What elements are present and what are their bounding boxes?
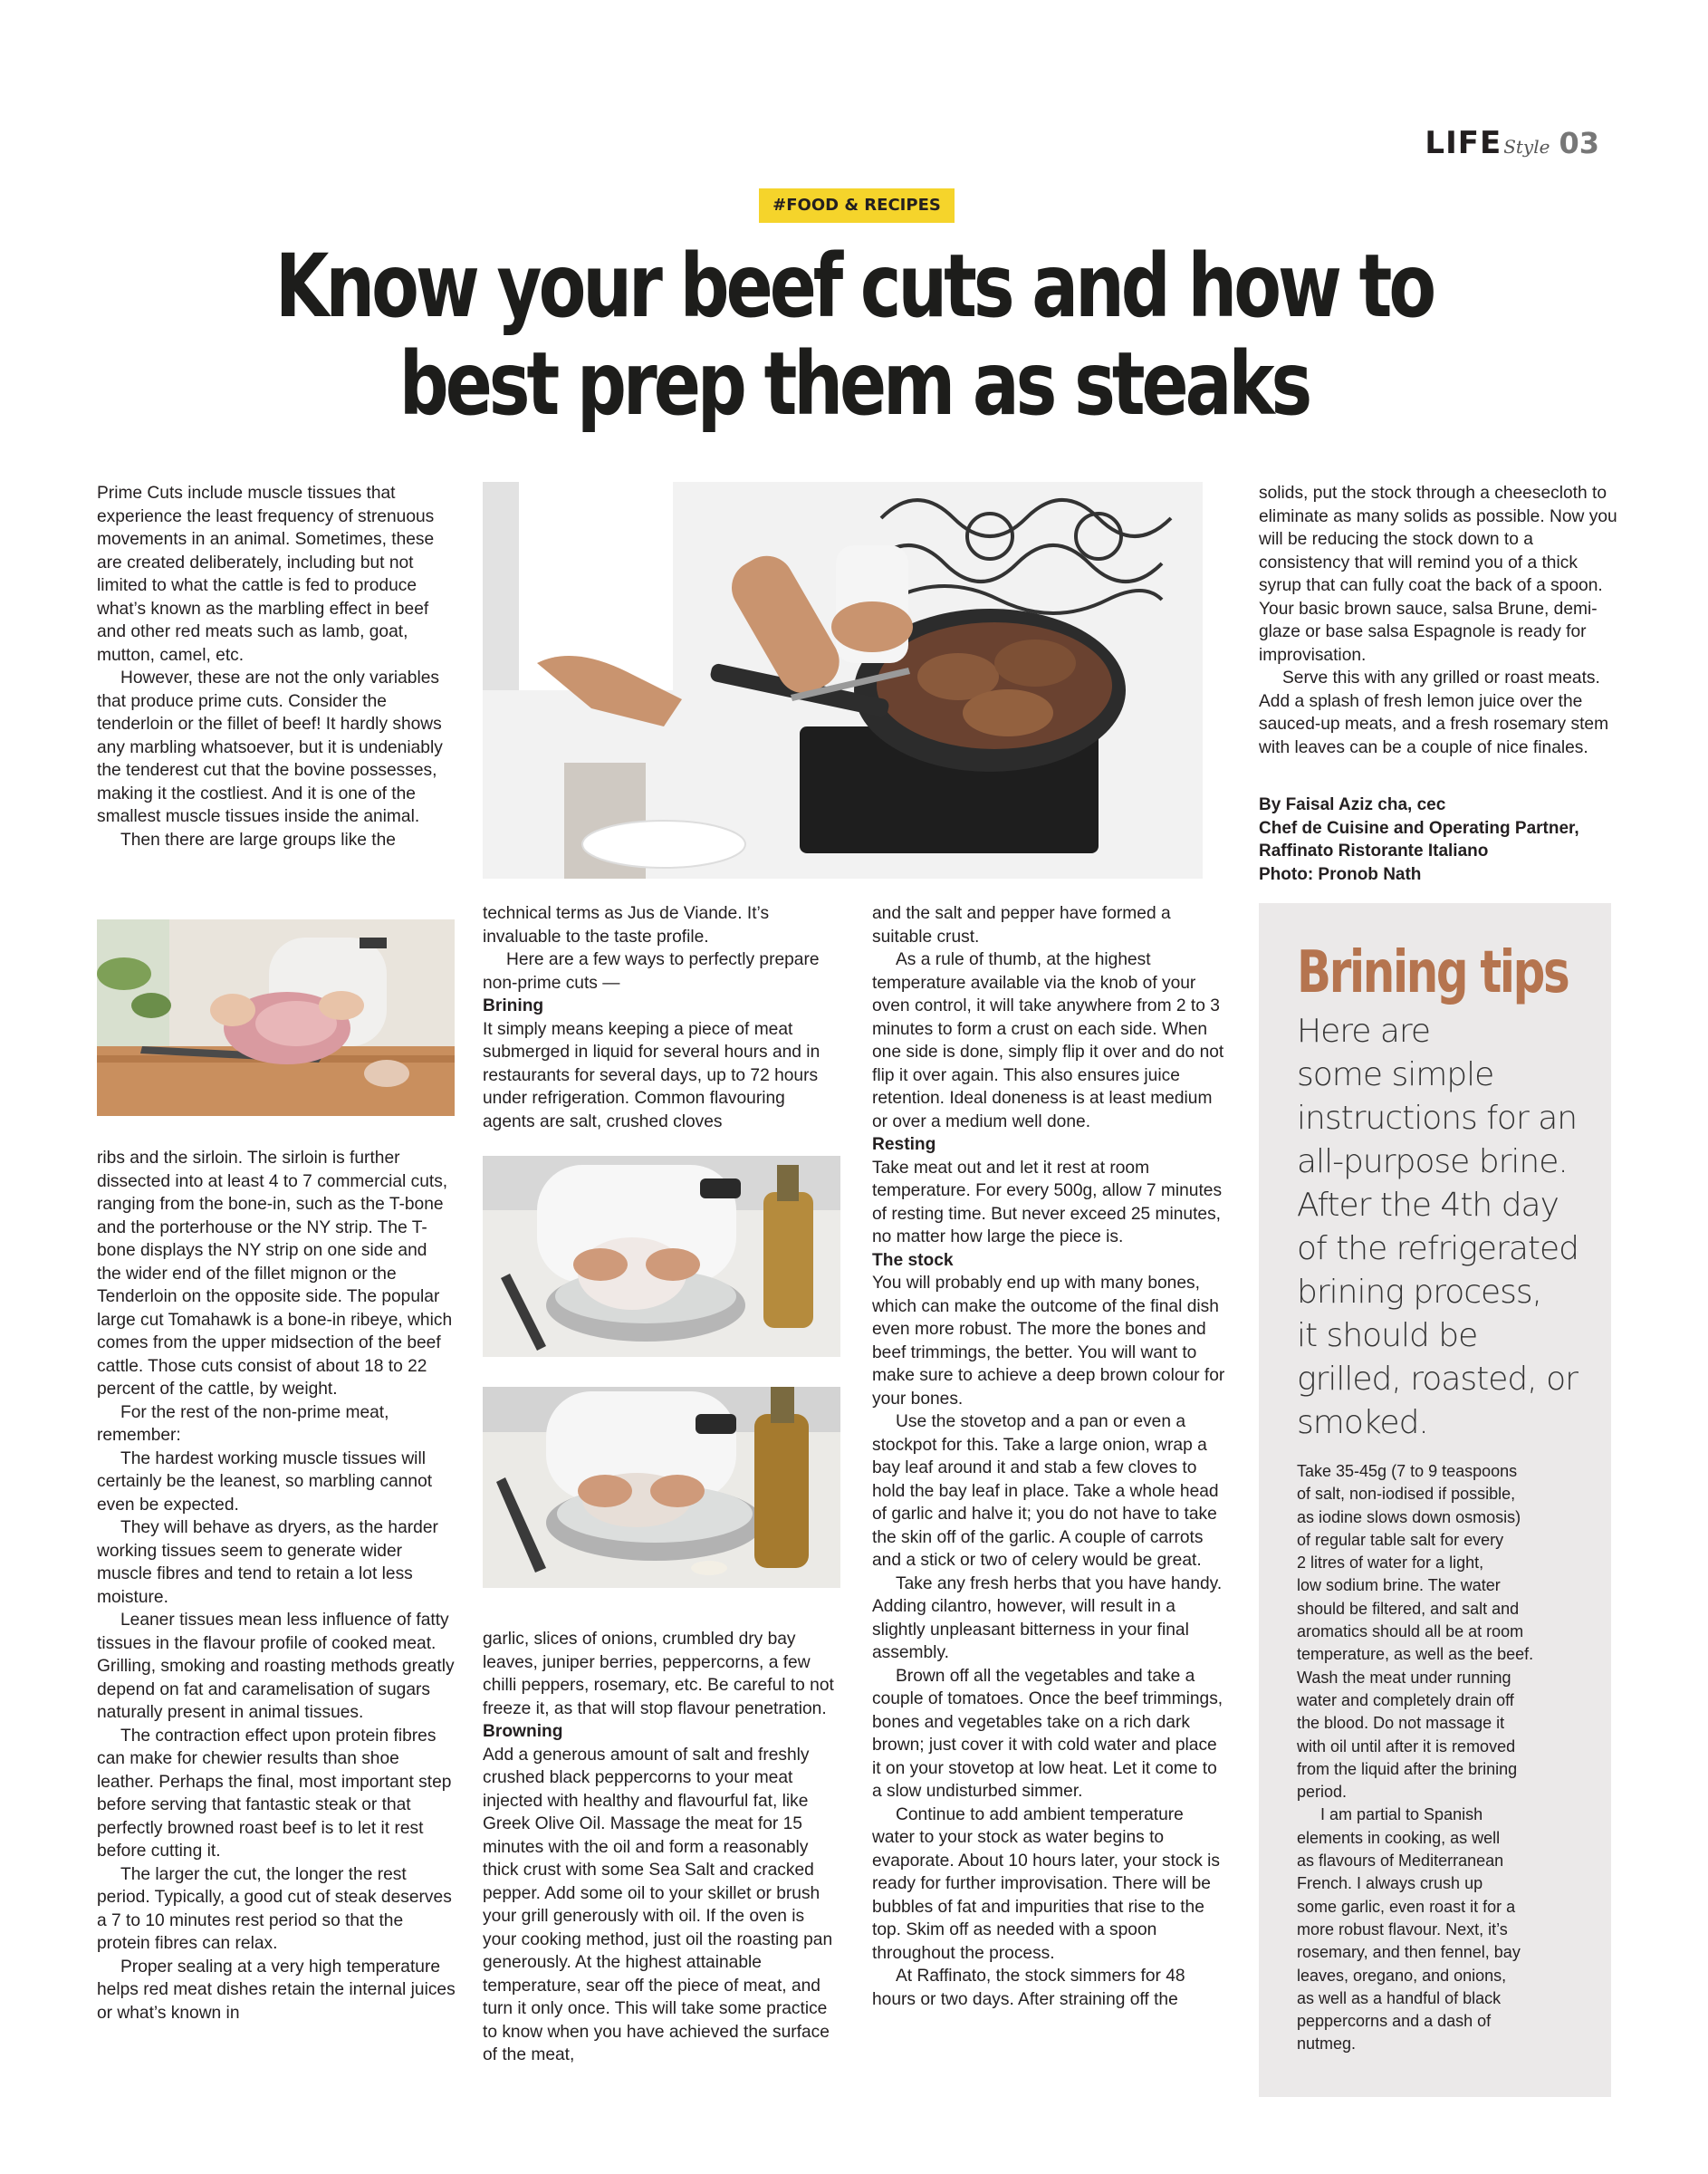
byline-title: Chef de Cuisine and Operating Partner, [1259, 818, 1579, 838]
subheading: Brining [483, 996, 544, 1015]
byline [1259, 794, 1621, 886]
sidebar-body-line: French. I always crush up [1297, 1874, 1483, 1893]
column-2-bottom [483, 1628, 840, 2067]
sidebar-body-line: rosemary, and then fennel, bay [1297, 1943, 1521, 1962]
sidebar-body-line: water and completely drain off [1297, 1690, 1514, 1709]
sidebar-lead-line: brining process, [1297, 1274, 1542, 1311]
sidebar-body-line: more robust flavour. Next, it’s [1297, 1919, 1508, 1938]
sidebar-lead-line: Here are [1297, 1013, 1431, 1050]
paragraph: Use the stovetop and a pan or even a stockpot for this. Take a large onion, wrap a bay leaf around it and stab a few cloves to hold the bay leaf in place. Take a whole head of garlic and halve it; you do not have to take the skin off of the garlic. A couple of carrots and a stick or two of celery would be great. [872, 1412, 1219, 1570]
sidebar-body-line: as well as a handful of black [1297, 1988, 1502, 2007]
sidebar-lead-line: it should be [1297, 1317, 1478, 1354]
sidebar-body-line: temperature, as well as the beef. [1297, 1645, 1534, 1664]
sidebar-lead-line: some simple [1297, 1056, 1494, 1093]
paragraph: technical terms as Jus de Viande. It’s invaluable to the taste profile. [483, 904, 770, 947]
headline-line-2: best prep them as steaks [398, 333, 1310, 435]
byline-photo-credit: Photo: Pronob Nath [1259, 864, 1422, 884]
subheading: Browning [483, 1722, 563, 1741]
sidebar-body-line: should be filtered, and salt and [1297, 1599, 1520, 1618]
sidebar-body-line: from the liquid after the brining [1297, 1759, 1518, 1778]
sidebar-body-line: elements in cooking, as well [1297, 1828, 1501, 1847]
sidebar-paragraph-2 [1297, 1804, 1596, 2055]
sidebar-body-line: period. [1297, 1783, 1348, 1802]
sidebar-brining-tips [1259, 903, 1611, 2097]
paragraph: Leaner tissues mean less influence of fatty tissues in the flavour profile of cooked meat. Grilling, smoking and roasting methods greatly depend on fat and caramelisation of sugars naturally present in animal tissues. [97, 1611, 455, 1722]
column-1-bottom [97, 1147, 456, 2025]
sidebar-body [1297, 1460, 1596, 2056]
subheading: Resting [872, 1135, 936, 1154]
sidebar-paragraph-1 [1297, 1460, 1596, 1804]
paragraph: They will behave as dryers, as the harder working tissues seem to generate wider muscle fibres and tend to retain a lot less moisture. [97, 1518, 438, 1607]
sidebar-body-line: as iodine slows down osmosis) [1297, 1507, 1521, 1526]
paragraph: Serve this with any grilled or roast meats. Add a splash of fresh lemon juice over the sauced-up meats, and a fresh rosemary stem with leaves can be a couple of nice finales. [1259, 669, 1609, 757]
sidebar-body-line: Take 35-45g (7 to 9 teaspoons [1297, 1462, 1518, 1480]
paragraph: ribs and the sirloin. The sirloin is further dissected into at least 4 to 7 commercial cuts, ranging from the bone-in, such as the T-bone and the porterhouse or the NY strip. The T-bone displays the NY strip on one side and the wider end of the fillet mignon or the Tenderloin on the opposite side. The popular large cut Tomahawk is a bone-in ribeye, which comes from the upper midsection of the beef cattle. Those cuts consist of about 18 to 22 percent of the cattle, by weight. [97, 1149, 453, 1399]
photo-meat-on-board [97, 919, 455, 1116]
sidebar-body-line: some garlic, even roast it for a [1297, 1897, 1516, 1916]
sidebar-body-line: with oil until after it is removed [1297, 1736, 1516, 1756]
paragraph: Then there are large groups like the [120, 830, 396, 850]
sidebar-body-line: leaves, oregano, and onions, [1297, 1966, 1507, 1985]
column-1-top [97, 482, 456, 851]
column-4 [1259, 482, 1619, 759]
sidebar-body-line: as flavours of Mediterranean [1297, 1852, 1504, 1871]
sidebar-lead-line: all-purpose brine. [1297, 1143, 1568, 1180]
paragraph: For the rest of the non-prime meat, remember: [97, 1402, 389, 1445]
paragraph: Prime Cuts include muscle tissues that experience the least frequency of strenuous movements in an animal. Sometimes, these are created deliberately, including but not limited to what the cattle is fed to produce what’s known as the marbling effect in beef and other red meats such as lamb, goat, mutton, camel, etc. [97, 484, 435, 665]
photo-chef-searing-steaks [483, 482, 1203, 879]
paragraph: and the salt and pepper have formed a suitable crust. [872, 904, 1171, 947]
subheading: The stock [872, 1250, 954, 1270]
masthead-style: Style [1503, 136, 1550, 158]
sidebar-body-line: 2 litres of water for a light, [1297, 1554, 1484, 1573]
masthead [1425, 125, 1599, 161]
paragraph: Brown off all the vegetables and take a couple of tomatoes. Once the beef trimmings, bones and vegetables take on a rich dark brown; just cover it with cold water and place it on your stovetop at low heat. Let it come to a slow undisturbed simmer. [872, 1666, 1223, 1801]
sidebar-body-line: I am partial to Spanish [1320, 1805, 1483, 1824]
photo-brining-meat-2 [483, 1387, 840, 1588]
paragraph: The contraction effect upon protein fibres can make for chewier results than shoe leather. Perhaps the final, most important step before serving that fantastic steak or that perfectly browned roast beef is to let it rest before cutting it. [97, 1726, 452, 1861]
sidebar-body-line: nutmeg. [1297, 2035, 1357, 2054]
sidebar-lead-line: After the 4th day [1297, 1187, 1559, 1224]
byline-restaurant: Raffinato Ristorante Italiano [1259, 842, 1489, 861]
paragraph: It simply means keeping a piece of meat submerged in liquid for several hours and in restaurants for several days, up to 72 hours under refrigeration. Common flavouring agents are salt, crushed cloves [483, 1019, 820, 1131]
sidebar-body-line: aromatics should all be at room [1297, 1622, 1524, 1641]
sidebar-lead-line: instructions for an [1297, 1100, 1578, 1137]
sidebar-body-line: the blood. Do not massage it [1297, 1714, 1505, 1733]
sidebar-lead-line: of the refrigerated [1297, 1230, 1579, 1267]
photo-brining-meat-1 [483, 1156, 840, 1357]
sidebar-lead-line: grilled, roasted, or [1297, 1361, 1578, 1398]
column-3 [872, 902, 1230, 2011]
sidebar-body-line: of salt, non-iodised if possible, [1297, 1485, 1516, 1504]
paragraph: Take any fresh herbs that you have handy. Adding cilantro, however, will result in a slightly unpleasant bitterness in your final assembly. [872, 1573, 1223, 1662]
paragraph: As a rule of thumb, at the highest temperature available via the knob of your oven control, it will take anywhere from 2 to 3 minutes to form a crust on each side. When one side is done, simply flip it over and do not flip it over again. This also ensures juice retention. Ideal doneness is at least medium or over a medium well done. [872, 950, 1224, 1131]
paragraph: Continue to add ambient temperature water to your stock as water begins to evaporate. About 10 hours later, your stock is ready for further improvisation. There will be bubbles of fat and impurities that rise to the top. Skim off as needed with a spoon throughout the process. [872, 1804, 1220, 1963]
page-number: 03 [1559, 126, 1599, 160]
sidebar-body-line: peppercorns and a dash of [1297, 2012, 1492, 2031]
sidebar-body-line: of regular table salt for every [1297, 1530, 1504, 1549]
sidebar-body-line: Wash the meat under running [1297, 1668, 1511, 1687]
paragraph: Proper sealing at a very high temperature helps red meat dishes retain the internal juices or what’s known in [97, 1957, 456, 2023]
headline-line-1: Know your beef cuts and how to [274, 236, 1434, 337]
paragraph: Take meat out and let it rest at room temperature. For every 500g, allow 7 minutes of resting time. But never exceed 25 minutes, no matter how large the piece is. [872, 1158, 1223, 1246]
paragraph: At Raffinato, the stock simmers for 48 hours or two days. After straining off the [872, 1967, 1185, 2009]
sidebar-lead-line: smoked. [1297, 1404, 1428, 1441]
sidebar-body-line: low sodium brine. The water [1297, 1576, 1501, 1595]
paragraph: You will probably end up with many bones, which can make the outcome of the final dish even more robust. The more the bones and beef trimmings, the better. You will want to make sure to achieve a deep brown colour for your bones. [872, 1274, 1225, 1409]
paragraph: However, these are not the only variables that produce prime cuts. Consider the tenderloin or the fillet of beef! It hardly shows any marbling whatsoever, but it is undeniably the tenderest cut that the bovine possesses, making it the costliest. And it is one of the smallest muscle tissues inside the animal. [97, 669, 443, 826]
paragraph: solids, put the stock through a cheesecloth to eliminate as many solids as possible. Now you will be reducing the stock down to a consistency that will remind you of a thick syrup that can fully coat the back of a spoon. Your basic brown sauce, salsa Brune, demi-glaze or base salsa Espagnole is ready for improvisation. [1259, 484, 1617, 665]
column-2-top [483, 902, 840, 1133]
section-tag: #FOOD & RECIPES [759, 188, 955, 223]
sidebar-lead [1297, 1010, 1605, 1445]
paragraph: garlic, slices of onions, crumbled dry bay leaves, juniper berries, peppercorns, a few chilli peppers, rosemary, etc. Be careful to not freeze it, as that will stop flavour penetration. [483, 1630, 834, 1718]
sidebar-title: Brining tips [1297, 939, 1569, 1006]
headline [171, 237, 1538, 433]
byline-author: By Faisal Aziz cha, cec [1259, 795, 1446, 814]
paragraph: Add a generous amount of salt and freshly crushed black peppercorns to your meat injected with healthy and flavourful fat, like Greek Olive Oil. Massage the meat for 15 minutes with the oil and form a reasonably thick crust with some Sea Salt and cracked pepper. Add some oil to your skillet or brush your grill generously with oil. If the oven is your cooking method, just oil the roasting pan generously. At the highest attainable temperature, sear off the piece of meat, and turn it only once. This will take some practice to know when you have achieved the surface of the meat, [483, 1745, 833, 2064]
paragraph: Here are a few ways to perfectly prepare non-prime cuts — [483, 950, 820, 993]
paragraph: The hardest working muscle tissues will certainly be the leanest, so marbling cannot even be expected. [97, 1448, 433, 1515]
masthead-brand: LIFE [1425, 125, 1502, 161]
paragraph: The larger the cut, the longer the rest period. Typically, a good cut of steak deserves a 7 to 10 minutes rest period so that the protein fibres can relax. [97, 1864, 452, 1953]
